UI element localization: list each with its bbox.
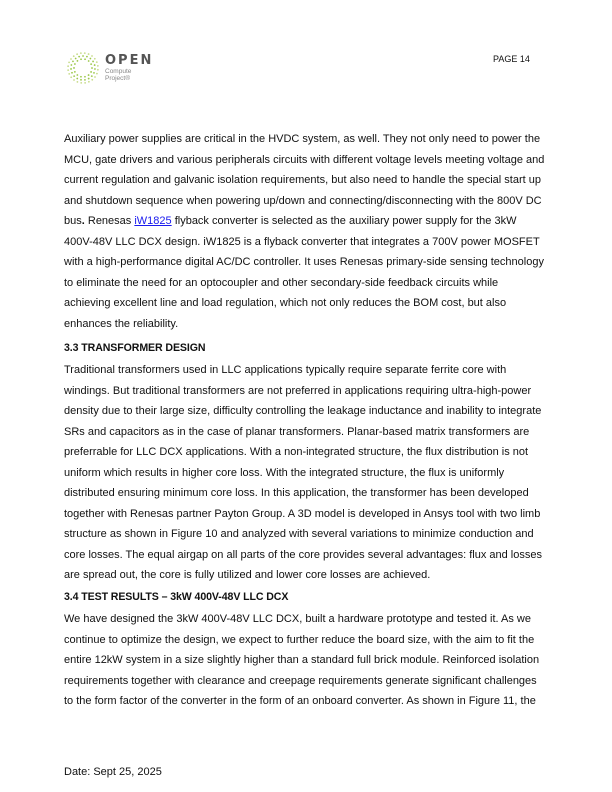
logo-dot [70,76,72,78]
logo-dot [86,56,88,58]
logo-dot [78,56,80,58]
logo-dot [76,78,78,80]
text-line: SRs and capacitors as in the case of planar transformers. Planar-based matrix transformers are [64,425,530,438]
logo-dot [94,58,96,60]
logo-ring-icon [64,50,102,86]
text: bus [64,215,82,227]
text-line: 400V-48V LLC DCX design. iW1825 is a flyback converter that integrates a 700V power MOSFET [64,235,540,248]
text-line: and shutdown sequence when powering up/down and connecting/disconnecting with the 800V DC [64,194,542,207]
logo-dot [73,79,75,81]
logo-dot [88,74,90,76]
text: Renesas [84,215,135,227]
logo-dot [96,73,98,75]
logo-dot [96,61,98,63]
logo-dot [91,67,93,69]
text-line: to the form factor of the converter in the form of an onboard converter. As shown in Figure 11, the [64,695,536,707]
logo-dot [67,69,69,71]
text-line: continue to optimize the design, we expect to further reduce the board size, with the aim to fit the [64,633,535,646]
section-heading-3-3: 3.3 TRANSFORMER DESIGN [64,342,206,354]
logo-line1: Compute [105,68,132,75]
logo-dot [84,52,86,54]
logo-dot [93,72,95,74]
text-line: density due to their large size, difficulty controlling the leakage inductance and inability to integrate [64,405,542,417]
logo-dot [88,53,90,55]
logo-dot [94,64,96,66]
footer-date: Date: Sept 25, 2025 [64,766,162,778]
logo-dot [80,82,82,84]
text-line: requirements together with clearance and creepage requirements generate significant challenges [64,674,537,687]
open-compute-project-logo [64,50,164,85]
logo-dot [74,63,76,65]
logo-dot [94,68,96,70]
logo-dot [70,68,72,70]
logo-dot [75,58,77,60]
text-line: current regulation and galvanic isolation requirements, but also need to handle the special start up [64,174,541,186]
logo-dot [94,76,96,78]
logo-dot [91,75,93,77]
logo-line2: Project® [105,75,131,82]
paragraph-transformer-design [64,360,564,586]
text-line: entire 12kW system in a size slightly higher than a standard full brick module. Reinforced isolation [64,654,540,666]
logo-dot [72,61,74,63]
text-line: core losses. The equal airgap on all parts of the core provides several advantages: flux and losses [64,548,542,561]
paragraph-auxiliary-power [64,129,564,334]
text: . [81,215,85,227]
logo-dot [88,81,90,83]
logo-dot [80,58,82,60]
logo-dot [73,55,75,57]
text-line: are spread out, the core is fully utilized and lower core losses are achieved. [64,569,431,581]
logo-dot [68,73,70,75]
text-line [64,211,564,232]
logo-dot [70,64,72,66]
text-line: Auxiliary power supplies are critical in the HVDC system, as well. They not only need to power the [64,133,541,145]
logo-dot [92,61,94,63]
text-line: achieving excellent line and load regulation, which not only reduces the BOM cost, but also [64,297,507,309]
iw1825-link[interactable]: iW1825 [134,215,172,227]
text-line: together with Renesas partner Payton Group. A 3D model is developed in Ansys tool with two limb [64,507,541,520]
logo-dot [74,71,76,73]
logo-dot [97,65,99,67]
logo-dot [84,79,86,81]
logo-dot [90,71,92,73]
logo-dot [73,75,75,77]
logo-dot [80,79,82,81]
text-line: windings. But traditional transformers are not preferred in applications requiring ultra-high-power [64,384,532,397]
logo-word: OPEN [105,53,154,68]
logo-dot [84,76,86,78]
logo-dot [68,62,70,64]
logo-dot [84,58,86,60]
logo-dot [76,53,78,55]
logo-dot [76,74,78,76]
logo-dot [80,52,82,54]
text-line: Traditional transformers used in LLC applications typically require separate ferrite core with [64,364,507,376]
logo-dot [77,60,79,62]
logo-dot [88,78,90,80]
logo-dot [90,63,92,65]
text-line: enhances the reliability. [64,317,179,330]
logo-dot [67,65,69,67]
logo-dot [82,55,84,57]
paragraph-test-results [64,609,564,712]
text: flyback converter is selected as the auxiliary power supply for the 3kW [171,215,517,227]
text-line: We have designed the 3kW 400V-48V LLC DCX, built a hardware prototype and tested it. As we [64,613,531,625]
page-number: PAGE 14 [493,54,530,64]
text-line: with a high-performance digital AC/DC controller. It uses Renesas primary-side sensing technology [64,256,544,268]
logo-dot [73,67,75,69]
text-line: preferrable for LLC DCX applications. With a non-integrated structure, the flux distribution is not [64,446,529,458]
section-heading-3-4: 3.4 TEST RESULTS – 3kW 400V-48V LLC DCX [64,591,289,603]
logo-dot [88,60,90,62]
logo-dot [97,69,99,71]
text-line: structure as shown in Figure 10 and analyzed with several variations to minimize conduction and [64,528,534,540]
text-line: to eliminate the need for an optocoupler and other secondary-side feedback circuits while [64,276,499,289]
text-line: uniform which results in higher core loss. With the integrated structure, the flux is uniformly [64,466,505,479]
logo-dot [77,81,79,83]
logo-dot [71,72,73,74]
logo-dot [84,82,86,84]
logo-dot [89,58,91,60]
text-line: MCU, gate drivers and various peripherals circuits with different voltage levels meeting voltage and [64,153,545,166]
logo-dot [91,55,93,57]
text-line: distributed ensuring minimum core loss. In this application, the transformer has been developed [64,487,529,499]
logo-dot [70,58,72,60]
logo-dot [80,76,82,78]
logo-dot [91,79,93,81]
